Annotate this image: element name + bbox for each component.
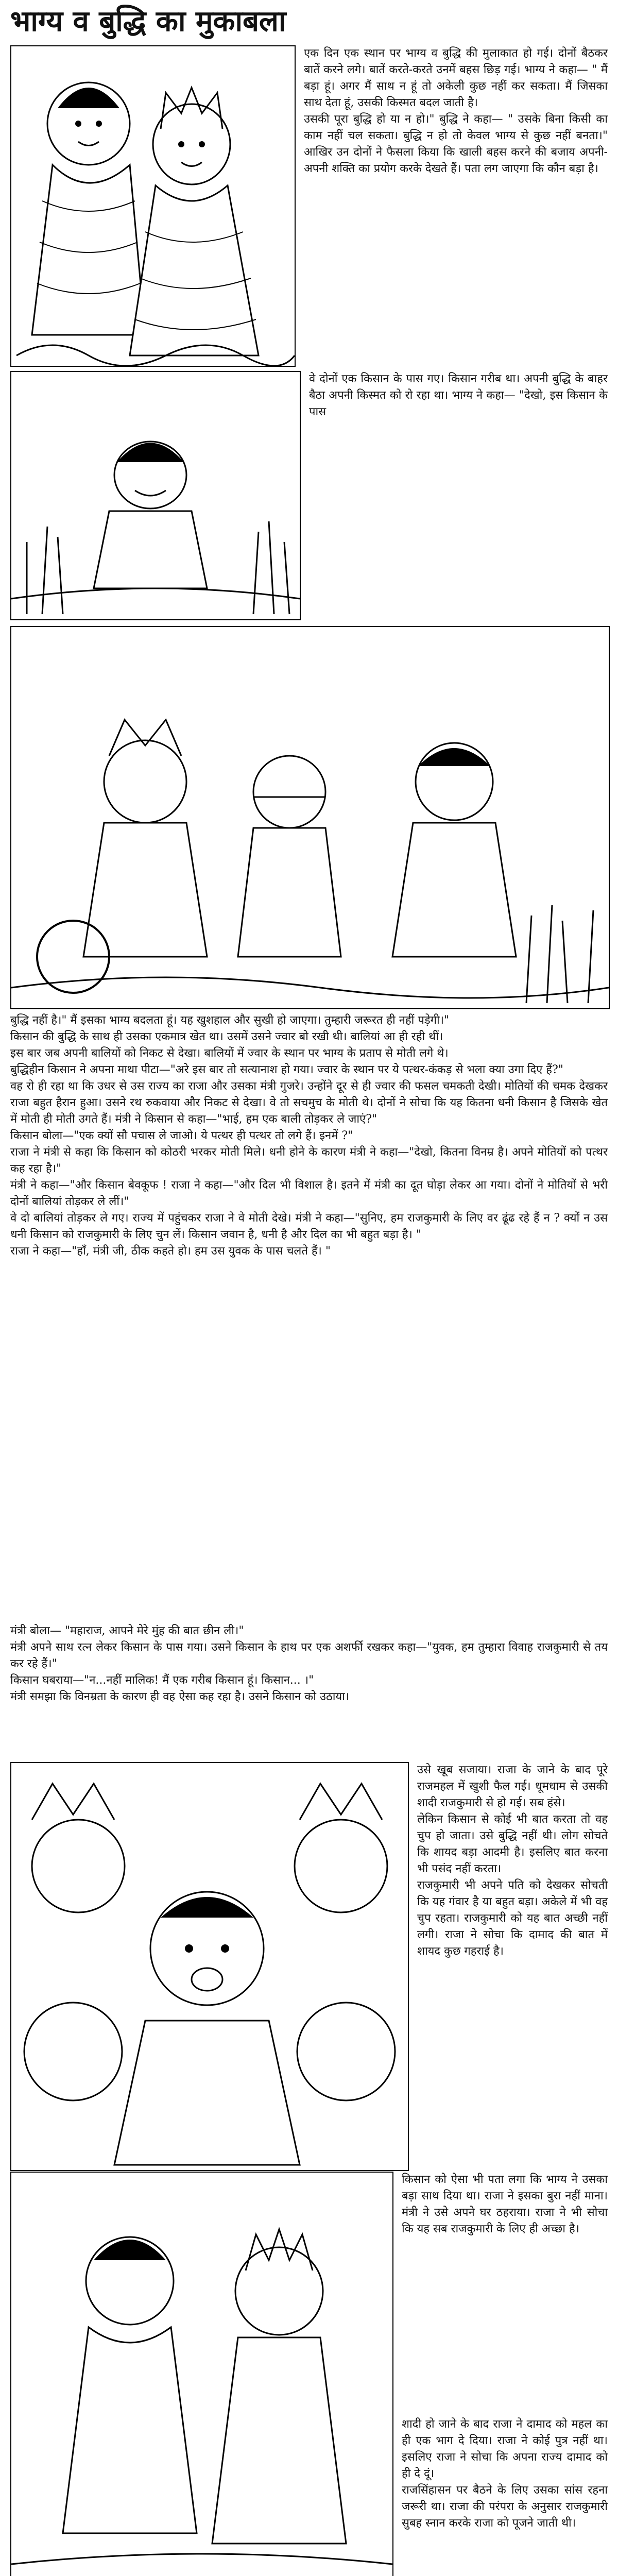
illustration-farmer-field	[10, 371, 301, 620]
story-paragraph-5: उसे खूब सजाया। राजा के जाने के बाद पूरे राजमहल में खुशी फैल गई। धूमधाम से उसकी शादी राजकुमारी से हो गई। सब हंसे। लेकिन किसान से कोई भी बात करता तो वह चुप हो जाता। उसे बुद्धि नहीं थी। लोग सोचते कि शायद बड़ा आदमी है। इसलिए बात करना भी पसंद नहीं करता। राजकुमारी भी अपने पति को देखकर सोचती कि यह गंवार है या बहुत बड़ा। अकेले में भी वह चुप रहता। राजकुमारी को यह बात अच्छी नहीं लगी। राजा ने सोचा कि दामाद की बात में शायद कुछ गहराई है।	[417, 1764, 608, 1958]
illustration-king-chariot	[10, 626, 610, 1009]
story-paragraph-7: शादी हो जाने के बाद राजा ने दामाद को महल का ही एक भाग दे दिया। राजा ने कोई पुत्र नहीं था। इसलिए राजा ने सोचा कि अपना राज्य दामाद को ही दे दूं। राजसिंहासन पर बैठने के लिए उसका सांस रहना जरूरी था। राजा की परंपरा के अनुसार राजकुमारी सुबह स्नान करके राजा को पूजने जाती थी।	[402, 2418, 608, 2530]
illustration-courtiers	[10, 1762, 409, 2171]
story-paragraph-1: एक दिन एक स्थान पर भाग्य व बुद्धि की मुलाकात हो गई। दोनों बैठकर बातें करने लगे। बातें करते-करते उनमें बहस छिड़ गई। भाग्य ने कहा— " मैं बड़ा हूं। अगर मैं साथ न हूं तो अकेली कुछ नहीं कर सकता। मैं जिसका साथ देता हूं, उसकी किस्मत बदल जाती है। उसकी पूरा बुद्धि हो या न हो।" बुद्धि ने कहा— " उसके बिना किसी का काम नहीं चल सकता। बुद्धि न हो तो केवल भाग्य से कुछ नहीं बनता।" आखिर उन दोनों ने फैसला किया कि खाली बहस करने की बजाय अपनी-अपनी शक्ति का प्रयोग करके देखते हैं। पता लग जाएगा कि कौन बड़ा है।	[304, 47, 608, 175]
farmer-field-drawing	[11, 372, 300, 619]
deities-drawing	[11, 46, 295, 366]
princess-drawing	[11, 2173, 392, 2576]
story-paragraph-2: वे दोनों एक किसान के पास गए। किसान गरीब था। अपनी बुद्धि के बाहर बैठा अपनी किस्मत को रो रहा था। भाग्य ने कहा— "देखो, इस किसान के पास	[309, 372, 608, 418]
illustration-deities	[10, 45, 296, 367]
story-title: भाग्य व बुद्धि का मुकाबला	[10, 5, 286, 38]
courtiers-drawing	[11, 1763, 408, 2170]
story-paragraph-3: बुद्धि नहीं है।" मैं इसका भाग्य बदलता हूं। यह खुशहाल और सुखी हो जाएगा। तुम्हारी जरूरत ही नहीं पड़ेगी।" किसान की बुद्धि के साथ ही उसका एकमात्र खेत था। उसमें उसने ज्वार बो रखी थी। बालियां आ ही रही थीं। इस बार जब अपनी बालियों को निकट से देखा। बालियों में ज्वार के स्थान पर भाग्य के प्रताप से मोती लगे थे। बुद्धिहीन किसान ने अपना माथा पीटा—"अरे इस बार तो सत्यानाश हो गया। ज्वार के स्थान पर ये पत्थर-कंकड़ से भला क्या उगा दिए हैं?" वह रो ही रहा था कि उधर से उस राज्य का राजा और उसका मंत्री गुजरे। उन्होंने दूर से ही ज्वार की फसल चमकती देखी। मोतियों की चमक देखकर राजा बहुत हैरान हुआ। उसने रथ रुकवाया और निकट से देखा। वे तो सचमुच के मोती थे। दोनों ने सोचा कि यह कितना धनी किसान है जिसके खेत में मोती ही मोती उगते हैं। मंत्री ने किसान से कहा—"भाई, हम एक बाली तोड़कर ले जाएं?" किसान बोला—"एक क्यों सौ पचास ले जाओ। ये पत्थर ही पत्थर तो लगे हैं। इनमें ?" राजा ने मंत्री से कहा कि किसान को कोठरी भरकर मोती मिले। धनी होने के कारण मंत्री ने कहा—"देखो, कितना विनम्र है। अपने मोतियों को पत्थर कह रहा है।" मंत्री ने कहा—"और किसान बेवकूफ ! राजा ने कहा—"और दिल भी विशाल है। इतने में मंत्री का दूत घोड़ा लेकर आ गया। दोनों ने मोतियों से भरी दोनों बालियां तोड़कर ले लीं।" वे दो बालियां तोड़कर ले गए। राज्य में पहुंचकर राजा ने वे मोती देखे। मंत्री ने कहा—"सुनिए, हम राजकुमारी के लिए वर ढूंढ रहे हैं न ? क्यों न उस धनी किसान को राजकुमारी के लिए चुन लें। किसान जवान है, धनी है और दिल का भी बहुत बड़ा है। " राजा ने कहा—"हाँ, मंत्री जी, ठीक कहते हो। हम उस युवक के पास चलते हैं। "	[10, 1014, 608, 1258]
story-paragraph-6: किसान को ऐसा भी पता लगा कि भाग्य ने उसका बड़ा साथ दिया था। राजा ने इसका बुरा नहीं माना। मंत्री ने उसे अपने घर ठहराया। राजा ने भी सोचा कि यह सब राजकुमारी के लिए ही अच्छा है।	[402, 2173, 608, 2235]
story-paragraph-4: मंत्री बोला— "महाराज, आपने मेरे मुंह की बात छीन ली।" मंत्री अपने साथ रत्न लेकर किसान के पास गया। उसने किसान के हाथ पर एक अशर्फी रखकर कहा—"युवक, हम तुम्हारा विवाह राजकुमारी से तय कर रहे हैं।" किसान घबराया—"न...नहीं मालिक! मैं एक गरीब किसान हूं। किसान... ।" मंत्री समझा कि विनम्रता के कारण ही वह ऐसा कह रहा है। उसने किसान को उठाया।	[10, 1624, 608, 1703]
king-chariot-drawing	[11, 627, 609, 1008]
illustration-princess	[10, 2172, 393, 2576]
